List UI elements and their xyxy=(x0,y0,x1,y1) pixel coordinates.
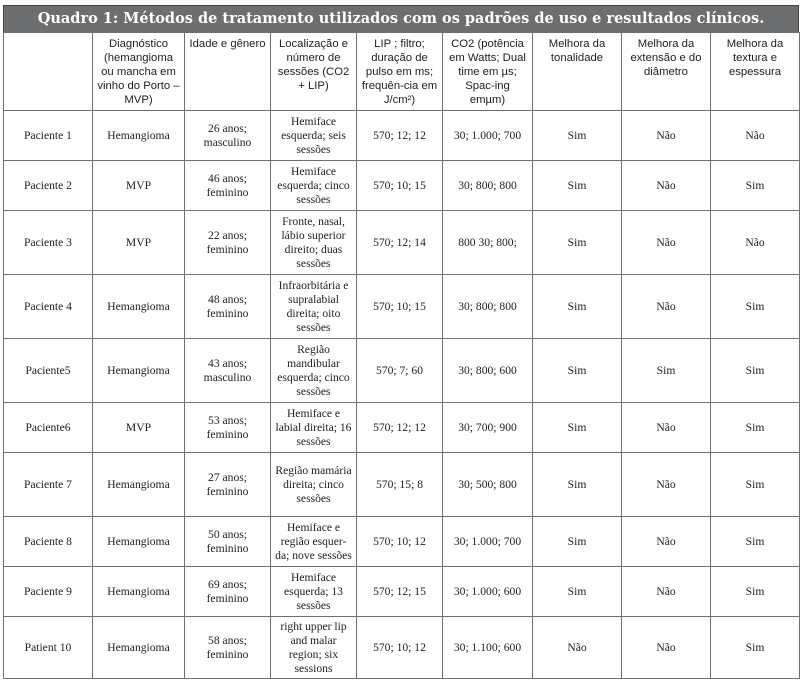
age-gender-cell: 46 anos; feminino xyxy=(185,161,271,211)
table-row xyxy=(4,111,800,161)
location-sessions-cell: right upper lip and malar region; six sessions xyxy=(271,617,357,679)
table-row xyxy=(4,161,800,211)
co2-params-cell: 30; 1.000; 700 xyxy=(443,517,533,567)
location-sessions-cell: Hemiface e região esquer-da; nove sessões xyxy=(271,517,357,567)
ipl-params-cell: 570; 10; 15 xyxy=(357,275,443,339)
age-gender-cell: 26 anos; masculino xyxy=(185,111,271,161)
diagnosis-cell: Hemangioma xyxy=(93,339,185,403)
header-cell: Localização e número de sessões (CO2 + LIP) xyxy=(271,33,357,111)
ipl-params-cell: 570; 12; 12 xyxy=(357,111,443,161)
location-sessions-cell: Hemiface e labial direita; 16 sessões xyxy=(271,403,357,453)
tone-improvement-cell: Sim xyxy=(533,111,622,161)
header-cell: Melhora da tonalidade xyxy=(533,33,622,111)
extent-improvement-cell: Não xyxy=(622,617,711,679)
co2-params-cell: 30; 1.000; 600 xyxy=(443,567,533,617)
ipl-params-cell: 570; 12; 14 xyxy=(357,211,443,275)
patient-cell: Paciente6 xyxy=(4,403,93,453)
ipl-params-cell: 570; 12; 15 xyxy=(357,567,443,617)
age-gender-cell: 53 anos; feminino xyxy=(185,403,271,453)
co2-params-cell: 30; 1.000; 700 xyxy=(443,111,533,161)
texture-improvement-cell: Sim xyxy=(711,567,800,617)
patient-cell: Paciente 9 xyxy=(4,567,93,617)
table-title: Quadro 1: Métodos de tratamento utilizados com os padrões de uso e resultados clínicos. xyxy=(3,5,799,32)
ipl-params-cell: 570; 10; 12 xyxy=(357,517,443,567)
co2-params-cell: 30; 1.100; 600 xyxy=(443,617,533,679)
patient-cell: Paciente 8 xyxy=(4,517,93,567)
location-sessions-cell: Região mamária direita; cinco sessões xyxy=(271,453,357,517)
tone-improvement-cell: Sim xyxy=(533,161,622,211)
extent-improvement-cell: Não xyxy=(622,211,711,275)
header-cell: LIP ; filtro; duração de pulso em ms; frequên-cia em J/cm²) xyxy=(357,33,443,111)
texture-improvement-cell: Sim xyxy=(711,617,800,679)
location-sessions-cell: Hemiface esquerda; seis sessões xyxy=(271,111,357,161)
location-sessions-cell: Infraorbitária e supralabial direita; oito sessões xyxy=(271,275,357,339)
table-container xyxy=(3,5,799,679)
patient-cell: Paciente 7 xyxy=(4,453,93,517)
results-table xyxy=(3,32,800,679)
extent-improvement-cell: Não xyxy=(622,567,711,617)
tone-improvement-cell: Sim xyxy=(533,517,622,567)
header-cell: Idade e gênero xyxy=(185,33,271,111)
diagnosis-cell: Hemangioma xyxy=(93,111,185,161)
patient-cell: Patient 10 xyxy=(4,617,93,679)
ipl-params-cell: 570; 10; 15 xyxy=(357,161,443,211)
co2-params-cell: 800 30; 800; xyxy=(443,211,533,275)
extent-improvement-cell: Sim xyxy=(622,339,711,403)
diagnosis-cell: MVP xyxy=(93,211,185,275)
diagnosis-cell: MVP xyxy=(93,161,185,211)
age-gender-cell: 58 anos; feminino xyxy=(185,617,271,679)
table-row xyxy=(4,617,800,679)
extent-improvement-cell: Não xyxy=(622,453,711,517)
texture-improvement-cell: Sim xyxy=(711,161,800,211)
ipl-params-cell: 570; 7; 60 xyxy=(357,339,443,403)
extent-improvement-cell: Não xyxy=(622,517,711,567)
age-gender-cell: 48 anos; feminino xyxy=(185,275,271,339)
patient-cell: Paciente 3 xyxy=(4,211,93,275)
diagnosis-cell: Hemangioma xyxy=(93,453,185,517)
location-sessions-cell: Fronte, nasal, lábio superior direito; duas sessões xyxy=(271,211,357,275)
patient-cell: Paciente 1 xyxy=(4,111,93,161)
header-row xyxy=(4,33,800,111)
age-gender-cell: 50 anos; feminino xyxy=(185,517,271,567)
age-gender-cell: 27 anos; feminino xyxy=(185,453,271,517)
tone-improvement-cell: Sim xyxy=(533,275,622,339)
age-gender-cell: 69 anos; feminino xyxy=(185,567,271,617)
tone-improvement-cell: Sim xyxy=(533,339,622,403)
diagnosis-cell: Hemangioma xyxy=(93,617,185,679)
extent-improvement-cell: Não xyxy=(622,275,711,339)
patient-cell: Paciente 4 xyxy=(4,275,93,339)
table-row xyxy=(4,567,800,617)
header-cell: Melhora da extensão e do diâmetro xyxy=(622,33,711,111)
table-row xyxy=(4,339,800,403)
location-sessions-cell: Hemiface esquerda; 13 sessões xyxy=(271,567,357,617)
header-cell: CO2 (potência em Watts; Dual time em µs; Spac-ing emµm) xyxy=(443,33,533,111)
patient-cell: Paciente 2 xyxy=(4,161,93,211)
table-row xyxy=(4,211,800,275)
ipl-params-cell: 570; 10; 12 xyxy=(357,617,443,679)
diagnosis-cell: Hemangioma xyxy=(93,567,185,617)
co2-params-cell: 30; 800; 800 xyxy=(443,161,533,211)
co2-params-cell: 30; 800; 600 xyxy=(443,339,533,403)
texture-improvement-cell: Sim xyxy=(711,339,800,403)
header-cell: Melhora da textura e espessura xyxy=(711,33,800,111)
location-sessions-cell: Hemiface esquerda; cinco sessões xyxy=(271,161,357,211)
texture-improvement-cell: Não xyxy=(711,111,800,161)
texture-improvement-cell: Sim xyxy=(711,517,800,567)
age-gender-cell: 43 anos; masculino xyxy=(185,339,271,403)
co2-params-cell: 30; 700; 900 xyxy=(443,403,533,453)
ipl-params-cell: 570; 15; 8 xyxy=(357,453,443,517)
tone-improvement-cell: Sim xyxy=(533,453,622,517)
tone-improvement-cell: Sim xyxy=(533,567,622,617)
diagnosis-cell: Hemangioma xyxy=(93,275,185,339)
table-row xyxy=(4,453,800,517)
tone-improvement-cell: Sim xyxy=(533,211,622,275)
texture-improvement-cell: Sim xyxy=(711,453,800,517)
patient-cell: Paciente5 xyxy=(4,339,93,403)
diagnosis-cell: Hemangioma xyxy=(93,517,185,567)
tone-improvement-cell: Não xyxy=(533,617,622,679)
extent-improvement-cell: Não xyxy=(622,161,711,211)
header-cell xyxy=(4,33,93,111)
table-row xyxy=(4,275,800,339)
co2-params-cell: 30; 500; 800 xyxy=(443,453,533,517)
table-row xyxy=(4,403,800,453)
extent-improvement-cell: Não xyxy=(622,111,711,161)
table-row xyxy=(4,517,800,567)
texture-improvement-cell: Não xyxy=(711,211,800,275)
tone-improvement-cell: Sim xyxy=(533,403,622,453)
age-gender-cell: 22 anos; feminino xyxy=(185,211,271,275)
co2-params-cell: 30; 800; 800 xyxy=(443,275,533,339)
extent-improvement-cell: Não xyxy=(622,403,711,453)
texture-improvement-cell: Sim xyxy=(711,403,800,453)
texture-improvement-cell: Sim xyxy=(711,275,800,339)
location-sessions-cell: Região mandibular esquerda; cinco sessões xyxy=(271,339,357,403)
ipl-params-cell: 570; 12; 12 xyxy=(357,403,443,453)
header-cell: Diagnóstico (hemangioma ou mancha em vinho do Porto – MVP) xyxy=(93,33,185,111)
diagnosis-cell: MVP xyxy=(93,403,185,453)
